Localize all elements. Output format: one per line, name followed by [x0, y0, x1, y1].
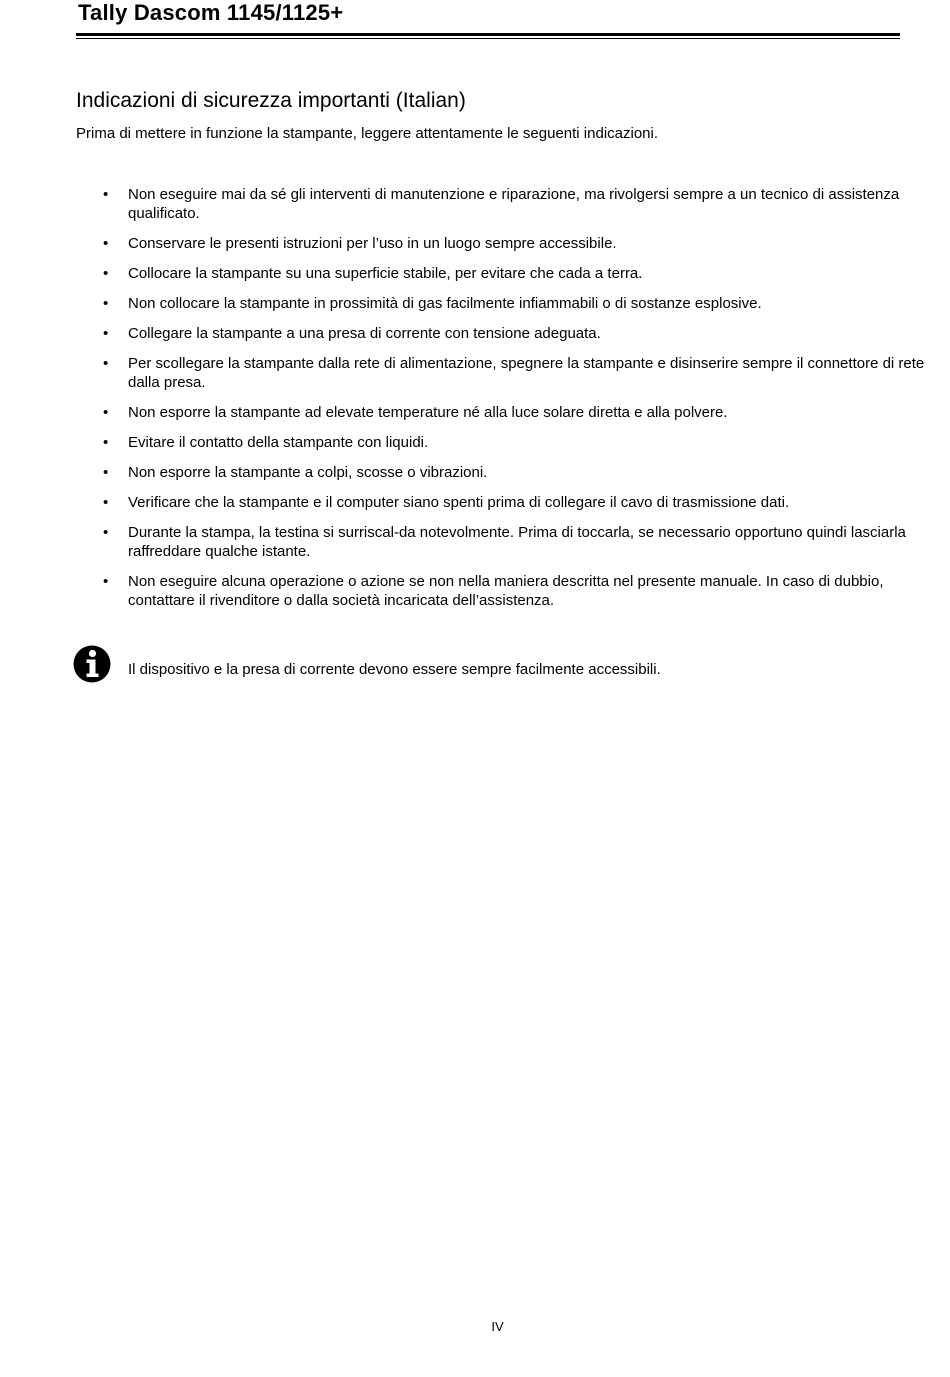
- header-rule-thin: [76, 38, 900, 39]
- list-item: [100, 234, 925, 253]
- section-title: Indicazioni di sicurezza importanti (Italian): [76, 89, 466, 112]
- info-icon: [73, 645, 111, 683]
- list-item: [100, 572, 925, 610]
- bullet-marker: •: [103, 325, 109, 342]
- list-item: [100, 493, 925, 512]
- list-item: [100, 264, 925, 283]
- list-item-text: Conservare le presenti istruzioni per l’uso in un luogo sempre accessibile.: [128, 235, 617, 252]
- list-item-text: Non esporre la stampante a colpi, scosse o vibrazioni.: [128, 464, 488, 481]
- bullet-marker: •: [103, 434, 109, 451]
- bullet-marker: •: [103, 295, 109, 312]
- list-item-text: Non eseguire alcuna operazione o azione se non nella maniera descritta nel presente manuale. In caso di dubbio, contattare il rivenditore o dalla società incaricata dell’assistenza.: [128, 573, 884, 609]
- bullet-marker: •: [103, 265, 109, 282]
- list-item: [100, 324, 925, 343]
- list-item-text: Non esporre la stampante ad elevate temperature né alla luce solare diretta e alla polvere.: [128, 404, 728, 421]
- list-item-text: Verificare che la stampante e il computer siano spenti prima di collegare il cavo di trasmissione dati.: [128, 494, 790, 511]
- list-item: [100, 463, 925, 482]
- information-note: [73, 645, 923, 685]
- safety-instructions-list: [100, 185, 925, 621]
- bullet-marker: •: [103, 464, 109, 481]
- intro-paragraph: Prima di mettere in funzione la stampante, leggere attentamente le seguenti indicazioni.: [76, 125, 659, 142]
- list-item-text: Durante la stampa, la testina si surriscal-da notevolmente. Prima di toccarla, se necessario opportuno quindi lasciarla raffreddare qualche istante.: [128, 524, 906, 560]
- header-rule-thick: [76, 33, 900, 36]
- list-item: [100, 403, 925, 422]
- page-number: IV: [491, 1319, 504, 1334]
- bullet-marker: •: [103, 494, 109, 511]
- list-item: [100, 185, 925, 223]
- list-item-text: Collocare la stampante su una superficie stabile, per evitare che cada a terra.: [128, 265, 643, 282]
- list-item: [100, 294, 925, 313]
- bullet-marker: •: [103, 524, 109, 541]
- bullet-marker: •: [103, 235, 109, 252]
- note-text: Il dispositivo e la presa di corrente devono essere sempre facilmente accessibili.: [128, 661, 661, 678]
- list-item-text: Per scollegare la stampante dalla rete di alimentazione, spegnere la stampante e disinserire sempre il connettore di rete dalla presa.: [128, 355, 925, 391]
- bullet-marker: •: [103, 404, 109, 421]
- list-item-text: Evitare il contatto della stampante con liquidi.: [128, 434, 429, 451]
- list-item: [100, 433, 925, 452]
- list-item-text: Collegare la stampante a una presa di corrente con tensione adeguata.: [128, 325, 601, 342]
- bullet-marker: •: [103, 573, 109, 590]
- bullet-marker: •: [103, 355, 109, 372]
- list-item: [100, 354, 925, 392]
- list-item-text: Non eseguire mai da sé gli interventi di manutenzione e riparazione, ma rivolgersi sempre a un tecnico di assistenza qualificato.: [128, 186, 900, 222]
- list-item-text: Non collocare la stampante in prossimità di gas facilmente infiammabili o di sostanze esplosive.: [128, 295, 762, 312]
- document-header-title: Tally Dascom 1145/1125+: [78, 0, 344, 25]
- bullet-marker: •: [103, 186, 109, 203]
- list-item: [100, 523, 925, 561]
